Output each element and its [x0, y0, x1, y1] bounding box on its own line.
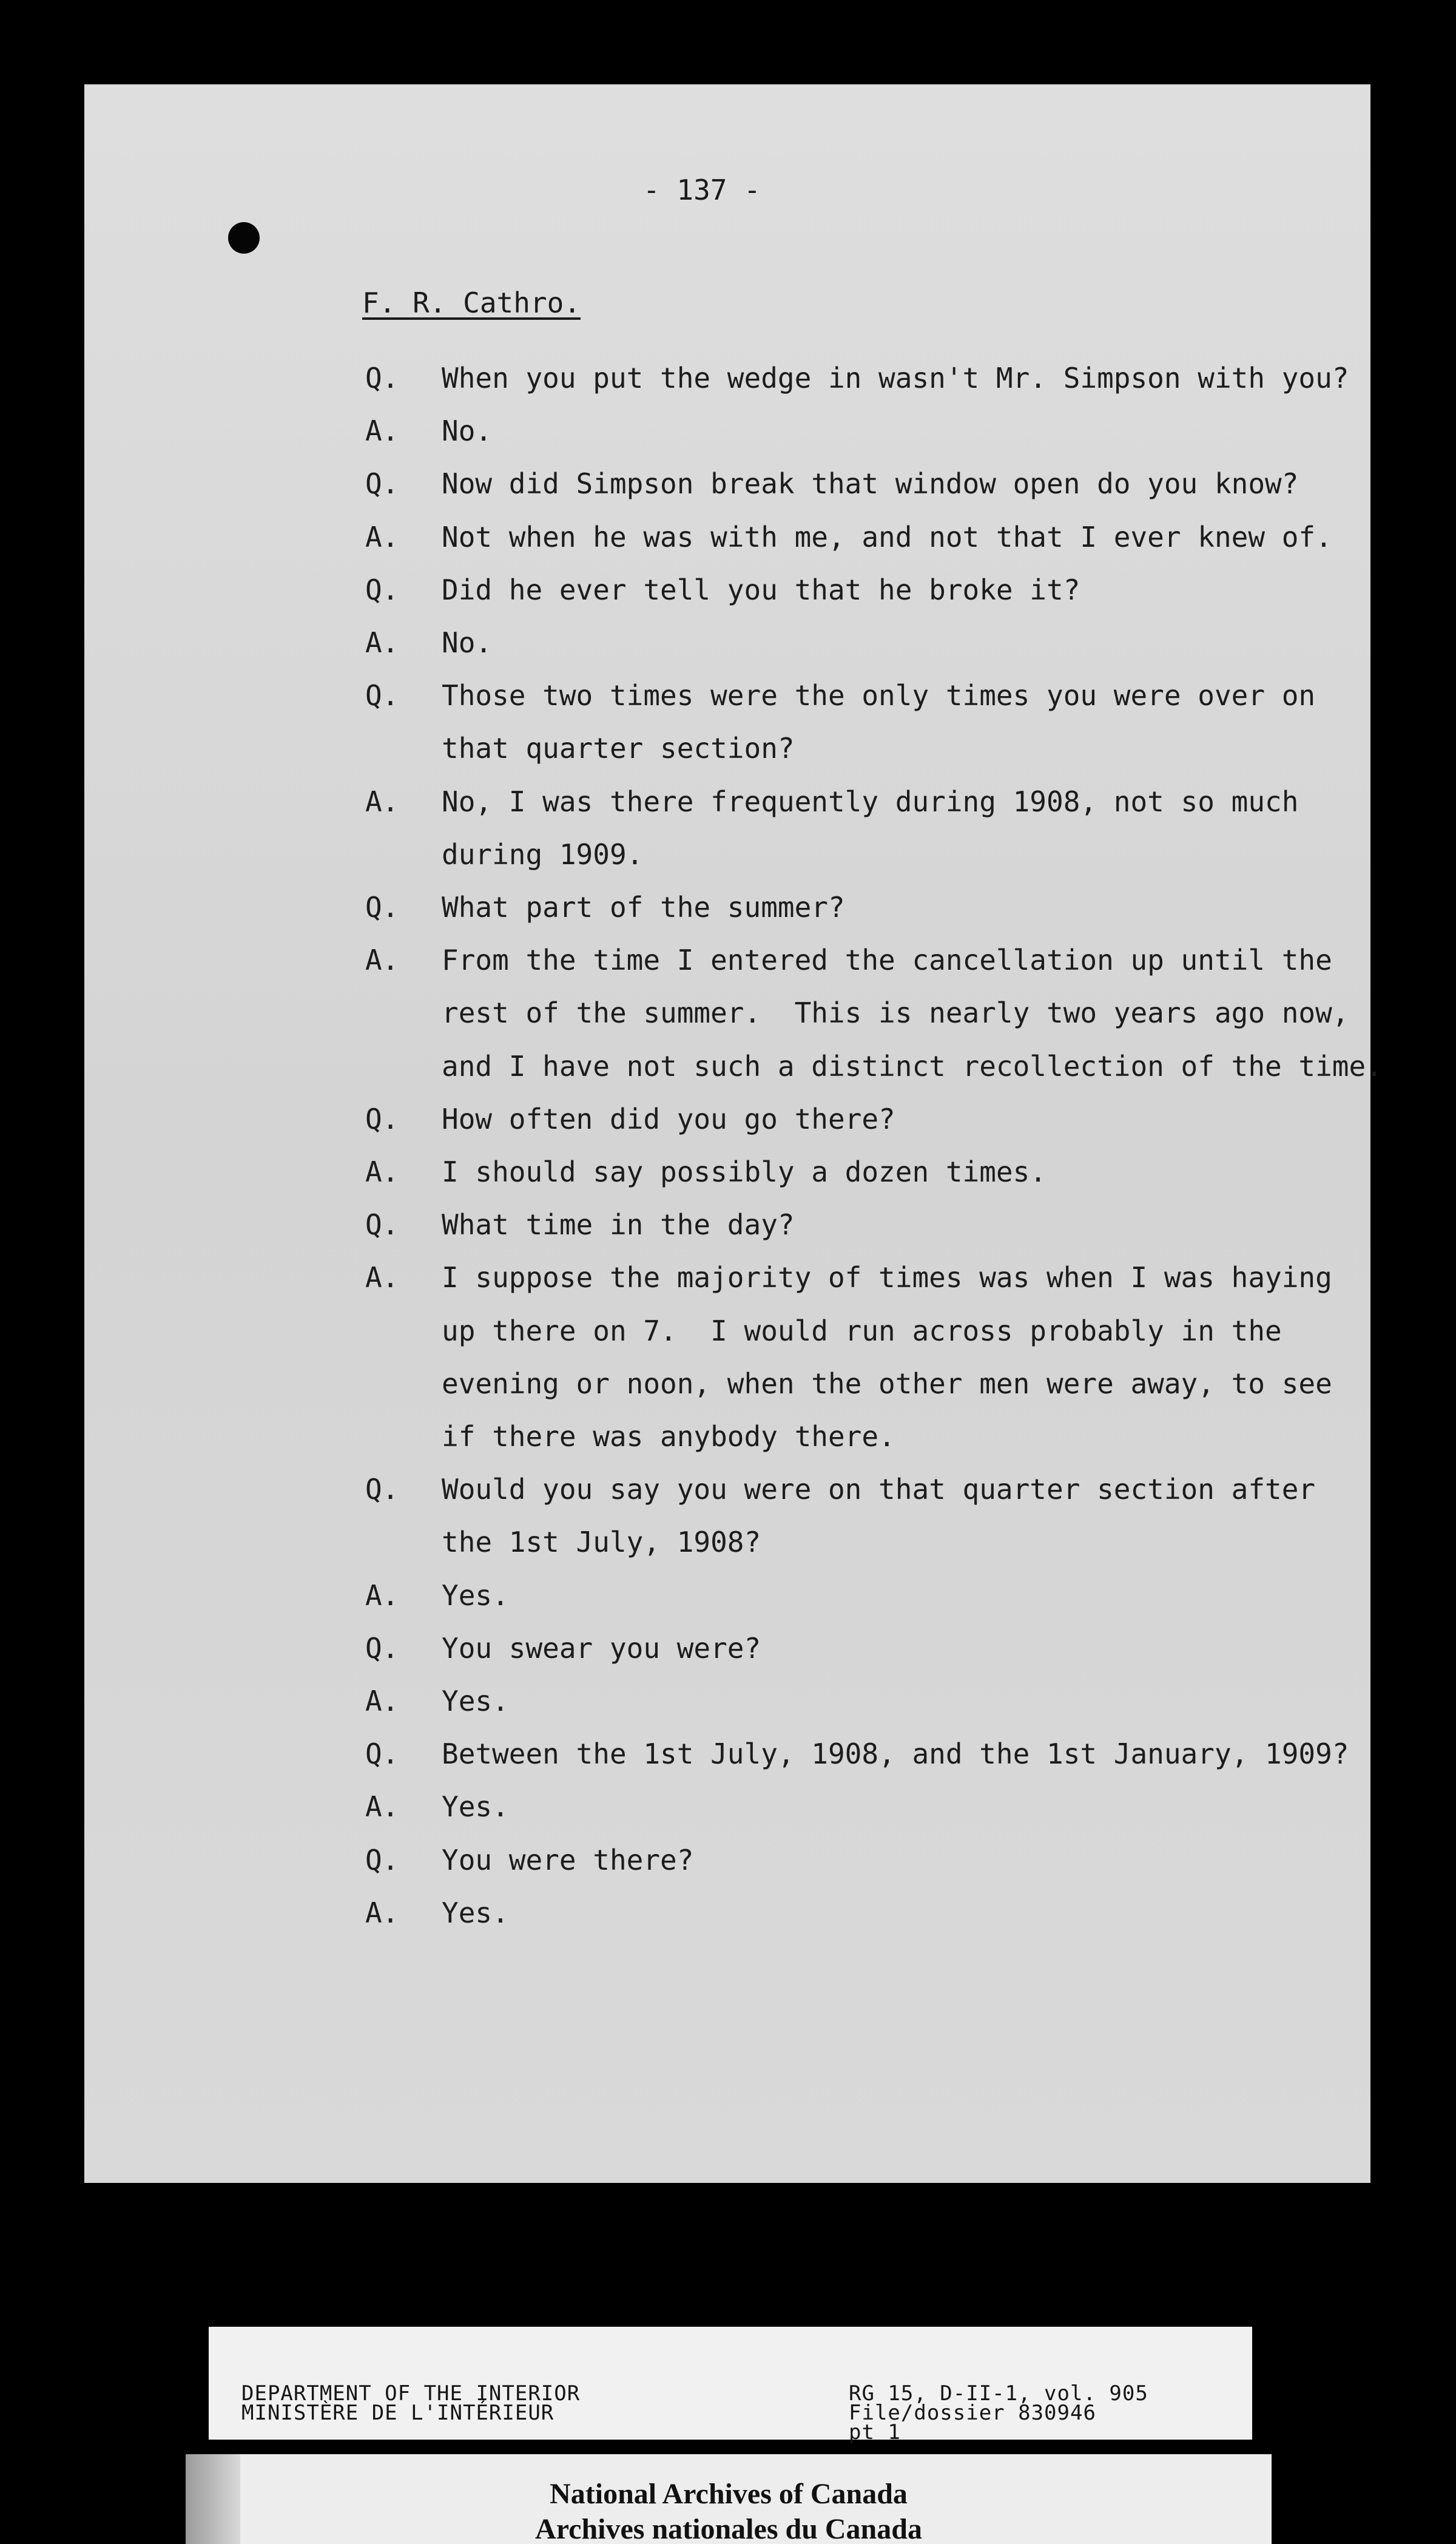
question-text: You swear you were? [442, 1631, 761, 1665]
answer-text: rest of the summer. This is nearly two years ago now, [442, 996, 1349, 1030]
answer-label: A. [365, 785, 399, 818]
answer-text: Yes. [442, 1790, 509, 1824]
answer-label: A. [365, 1261, 399, 1294]
question-label: Q. [365, 573, 399, 606]
archives-label [186, 2454, 1272, 2544]
answer-text: Yes. [442, 1578, 509, 1612]
question-text: Did he ever tell you that he broke it? [442, 573, 1080, 606]
answer-label: A. [365, 1155, 399, 1188]
answer-label: A. [365, 1896, 399, 1929]
answer-text: and I have not such a distinct recollection of the time. [442, 1049, 1383, 1083]
answer-text: No. [442, 626, 493, 659]
punch-hole [228, 222, 260, 254]
answer-label: A. [365, 944, 399, 977]
answer-label: A. [365, 1685, 399, 1717]
answer-text: No. [442, 414, 493, 448]
answer-label: A. [365, 1578, 399, 1612]
answer-label: A. [365, 1790, 399, 1824]
question-label: Q. [365, 679, 399, 712]
question-text: What part of the summer? [442, 891, 845, 924]
witness-heading: F. R. Cathro. [362, 286, 581, 319]
question-text: When you put the wedge in wasn't Mr. Simpson with you? [442, 362, 1349, 394]
answer-text: I should say possibly a dozen times. [442, 1155, 1046, 1188]
answer-label: A. [365, 520, 399, 553]
question-text: You were there? [442, 1843, 694, 1876]
question-label: Q. [365, 1843, 399, 1876]
question-text: Those two times were the only times you were over on [442, 679, 1316, 712]
archives-name-english: National Archives of Canada [550, 2478, 908, 2510]
question-label: Q. [365, 1737, 399, 1771]
page-number: - 137 - [643, 174, 761, 206]
answer-text: if there was anybody there. [442, 1420, 895, 1453]
question-text: What time in the day? [442, 1208, 795, 1242]
answer-text: Yes. [442, 1685, 509, 1717]
answer-label: A. [365, 414, 399, 448]
question-label: Q. [365, 1102, 399, 1135]
question-text: Would you say you were on that quarter section after [442, 1473, 1316, 1506]
question-label: Q. [365, 467, 399, 501]
question-text: How often did you go there? [442, 1102, 895, 1135]
archival-reference-strip [209, 2327, 1252, 2444]
question-label: Q. [365, 1631, 399, 1665]
answer-text: Not when he was with me, and not that I ever knew of. [442, 520, 1332, 553]
answer-text: Yes. [442, 1896, 509, 1929]
archives-name-french: Archives nationales du Canada [535, 2513, 922, 2544]
department-french: MINISTÈRE DE L'INTÉRIEUR [241, 2401, 554, 2425]
record-group-reference: RG 15, D-II-1, vol. 905 [849, 2381, 1148, 2406]
question-label: Q. [365, 1473, 399, 1506]
question-label: Q. [365, 1208, 399, 1242]
answer-text: I suppose the majority of times was when I was haying [442, 1261, 1332, 1294]
question-text: Now did Simpson break that window open do you know? [442, 467, 1299, 501]
department-english: DEPARTMENT OF THE INTERIOR [241, 2381, 581, 2406]
question-label: Q. [365, 891, 399, 924]
question-text: Between the 1st July, 1908, and the 1st January, 1909? [442, 1737, 1349, 1771]
question-text: the 1st July, 1908? [442, 1526, 761, 1559]
answer-label: A. [365, 626, 399, 659]
question-text: that quarter section? [442, 732, 795, 765]
answer-text: during 1909. [442, 837, 644, 871]
answer-text: From the time I entered the cancellation up until the [442, 944, 1332, 977]
question-label: Q. [365, 362, 399, 394]
file-number: File/dossier 830946 [849, 2401, 1096, 2425]
answer-text: evening or noon, when the other men were away, to see [442, 1367, 1332, 1400]
part-number: pt 1 [849, 2420, 901, 2444]
answer-text: No, I was there frequently during 1908, not so much [442, 785, 1299, 818]
answer-text: up there on 7. I would run across probably in the [442, 1314, 1282, 1347]
